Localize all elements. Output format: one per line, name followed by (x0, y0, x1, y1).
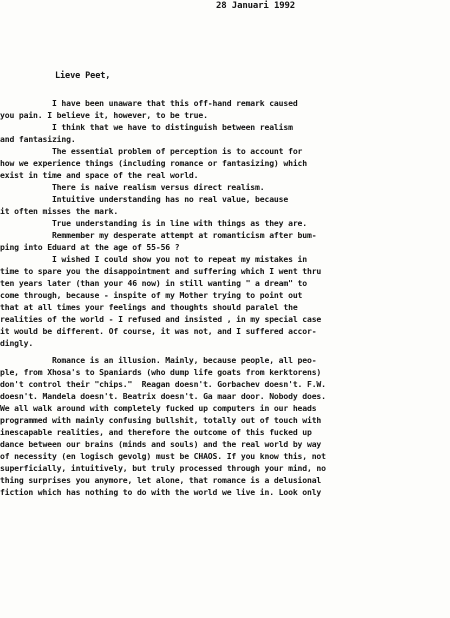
letter-line: superficially, intuitively, but truly processed through your mind, no (0, 463, 326, 473)
letter-line: I think that we have to distinguish between realism (0, 122, 293, 132)
letter-line: it would be different. Of course, it was not, and I suffered accor- (0, 326, 317, 336)
letter-line: fiction which has nothing to do with the world we live in. Look only (0, 487, 322, 497)
letter-line: don't control their "chips." Reagan doesn't. Gorbachev doesn't. F.W. (0, 379, 326, 389)
letter-line: of necessity (en logisch gevolg) must be CHAOS. If you know this, not (0, 451, 326, 461)
letter-line: programmed with mainly confusing bullshit, totally out of touch with (0, 415, 322, 425)
letter-line: I wished I could show you not to repeat my mistakes in (0, 254, 307, 264)
letter-line: ten years later (than your 46 now) in still wanting " a dream" to (0, 278, 307, 288)
letter-date: 28 Januari 1992 (216, 1, 296, 11)
letter-line: Intuitive understanding has no real value, because (0, 194, 289, 204)
letter-line: dance between our brains (minds and souls) and the real world by way (0, 439, 322, 449)
letter-line: The essential problem of perception is to account for (0, 146, 303, 156)
letter-line: Romance is an illusion. Mainly, because people, all peo- (0, 355, 317, 365)
letter-line: ping into Eduard at the age of 55-56 ? (0, 242, 180, 252)
letter-line: how we experience things (including romance or fantasizing) which (0, 158, 307, 168)
letter-line: True understanding is in line with things as they are. (0, 218, 307, 228)
letter-line: doesn't. Mandela doesn't. Beatrix doesn't. Ga maar door. Nobody does. (0, 391, 326, 401)
letter-line: exist in time and space of the real world. (0, 170, 199, 180)
letter-line: Remmember my desperate attempt at romanticism after bum- (0, 230, 317, 240)
letter-line: and fantasizing. (0, 134, 76, 144)
letter-line: thing surprises you anymore, let alone, that romance is a delusional (0, 475, 322, 485)
letter-salutation: Lieve Peet, (55, 71, 111, 81)
letter-line: come through, because - inspite of my Mother trying to point out (0, 290, 303, 300)
letter-line: you pain. I believe it, however, to be true. (0, 110, 208, 120)
letter-line: inescapable realities, and therefore the outcome of this fucked up (0, 427, 312, 437)
letter-line: I have been unaware that this off-hand remark caused (0, 98, 298, 108)
letter-body (0, 97, 450, 498)
letter-line: There is naive realism versus direct realism. (0, 182, 265, 192)
letter-line: We all walk around with completely fucked up computers in our heads (0, 403, 317, 413)
letter-line: dingly. (0, 338, 34, 348)
letter-line: realities of the world - I refused and insisted , in my special case (0, 314, 322, 324)
letter-line: it often misses the mark. (0, 206, 119, 216)
letter-line: that at all times your feelings and thoughts should paralel the (0, 302, 298, 312)
letter-line: time to spare you the disappointment and suffering which I went thru (0, 266, 322, 276)
letter-line: ple, from Xhosa's to Spaniards (who dump life goats from kerktorens) (0, 367, 322, 377)
